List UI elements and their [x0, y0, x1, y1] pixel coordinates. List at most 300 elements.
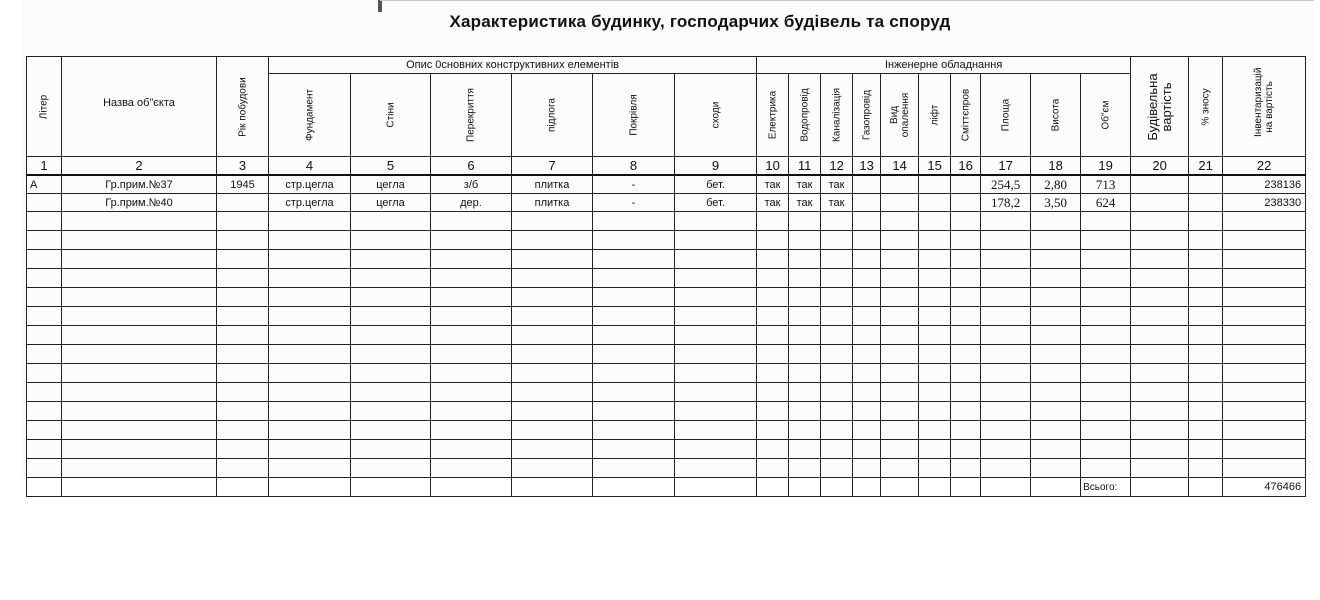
empty-cell	[951, 345, 981, 364]
empty-cell	[981, 421, 1031, 440]
cell-garbage	[951, 175, 981, 194]
empty-cell	[351, 231, 431, 250]
empty-cell	[881, 307, 919, 326]
empty-cell	[1131, 326, 1189, 345]
column-number: 6	[431, 157, 512, 176]
empty-cell	[675, 288, 757, 307]
empty-cell	[981, 459, 1031, 478]
empty-cell	[853, 440, 881, 459]
empty-cell	[1131, 231, 1189, 250]
empty-cell	[1031, 288, 1081, 307]
empty-cell	[675, 345, 757, 364]
empty-cell	[821, 459, 853, 478]
empty-cell	[675, 459, 757, 478]
empty-cell	[27, 364, 62, 383]
empty-cell	[881, 212, 919, 231]
empty-cell	[269, 250, 351, 269]
empty-cell	[675, 383, 757, 402]
empty-cell	[853, 288, 881, 307]
empty-cell	[27, 421, 62, 440]
empty-cell	[62, 250, 217, 269]
column-number: 19	[1081, 157, 1131, 176]
empty-cell	[27, 440, 62, 459]
empty-cell	[217, 345, 269, 364]
empty-cell	[1189, 250, 1223, 269]
cell-volume: 624	[1081, 194, 1131, 212]
empty-cell	[62, 402, 217, 421]
empty-cell	[881, 269, 919, 288]
empty-cell	[1031, 459, 1081, 478]
empty-cell	[593, 364, 675, 383]
empty-cell	[675, 250, 757, 269]
empty-cell	[512, 364, 593, 383]
table-row	[27, 194, 1306, 212]
empty-cell	[1131, 269, 1189, 288]
empty-cell	[512, 250, 593, 269]
cell-stairs: бет.	[675, 175, 757, 194]
empty-cell	[789, 269, 821, 288]
empty-cell	[821, 402, 853, 421]
empty-cell	[981, 478, 1031, 497]
empty-cell	[951, 307, 981, 326]
empty-cell	[1189, 345, 1223, 364]
empty-cell	[62, 326, 217, 345]
empty-cell	[951, 459, 981, 478]
header-floor: підлога	[512, 74, 593, 157]
empty-cell	[1081, 326, 1131, 345]
empty-cell	[821, 345, 853, 364]
empty-cell	[512, 288, 593, 307]
empty-cell	[919, 440, 951, 459]
empty-cell	[593, 288, 675, 307]
cell-area: 178,2	[981, 194, 1031, 212]
empty-cell	[1189, 231, 1223, 250]
empty-cell	[512, 383, 593, 402]
cell-lift	[919, 175, 951, 194]
empty-cell	[757, 212, 789, 231]
empty-cell	[593, 231, 675, 250]
empty-cell	[919, 326, 951, 345]
empty-cell	[951, 326, 981, 345]
empty-cell	[1131, 421, 1189, 440]
cell-lift	[919, 194, 951, 212]
column-number: 22	[1223, 157, 1306, 176]
empty-cell	[881, 440, 919, 459]
empty-cell	[919, 459, 951, 478]
empty-cell	[1189, 383, 1223, 402]
empty-cell	[853, 421, 881, 440]
empty-cell	[62, 345, 217, 364]
empty-cell	[431, 364, 512, 383]
empty-cell	[757, 402, 789, 421]
empty-cell	[217, 383, 269, 402]
empty-cell	[269, 459, 351, 478]
empty-cell	[62, 231, 217, 250]
empty-cell	[217, 478, 269, 497]
empty-cell	[981, 326, 1031, 345]
empty-cell	[675, 421, 757, 440]
empty-cell	[981, 269, 1031, 288]
empty-cell	[1131, 383, 1189, 402]
empty-cell	[62, 269, 217, 288]
empty-cell	[351, 440, 431, 459]
empty-cell	[593, 307, 675, 326]
empty-cell	[1189, 307, 1223, 326]
empty-cell	[881, 364, 919, 383]
empty-cell	[27, 269, 62, 288]
empty-cell	[919, 402, 951, 421]
header-group-construct: Опис 0сновних конструктивних елементів	[269, 57, 757, 74]
empty-cell	[1081, 421, 1131, 440]
empty-cell	[881, 231, 919, 250]
column-number: 16	[951, 157, 981, 176]
empty-cell	[1081, 440, 1131, 459]
empty-cell	[62, 459, 217, 478]
empty-cell	[431, 459, 512, 478]
empty-cell	[919, 269, 951, 288]
cell-floor: плитка	[512, 194, 593, 212]
empty-cell	[951, 269, 981, 288]
empty-row	[27, 326, 1306, 345]
empty-cell	[1081, 231, 1131, 250]
empty-cell	[1031, 231, 1081, 250]
column-number: 17	[981, 157, 1031, 176]
empty-cell	[27, 383, 62, 402]
empty-cell	[789, 250, 821, 269]
header-group-engineering: Інженерне обладнання	[757, 57, 1131, 74]
cell-liter: А	[27, 175, 62, 194]
empty-cell	[269, 478, 351, 497]
empty-cell	[351, 269, 431, 288]
empty-cell	[512, 402, 593, 421]
empty-cell	[789, 402, 821, 421]
empty-cell	[351, 421, 431, 440]
empty-cell	[351, 326, 431, 345]
cell-gas	[853, 194, 881, 212]
header-stairs: сходи	[675, 74, 757, 157]
header-name: Назва об"єкта	[62, 57, 217, 157]
empty-cell	[431, 421, 512, 440]
building-characteristics-table	[26, 56, 1306, 497]
empty-cell	[1131, 478, 1189, 497]
empty-cell	[1131, 345, 1189, 364]
column-number: 1	[27, 157, 62, 176]
empty-cell	[27, 478, 62, 497]
empty-cell	[1223, 288, 1306, 307]
empty-cell	[269, 212, 351, 231]
empty-cell	[431, 478, 512, 497]
empty-cell	[1223, 231, 1306, 250]
empty-cell	[1031, 307, 1081, 326]
empty-cell	[821, 288, 853, 307]
empty-cell	[881, 326, 919, 345]
empty-cell	[593, 421, 675, 440]
empty-cell	[62, 383, 217, 402]
empty-cell	[27, 288, 62, 307]
header-height: Висота	[1031, 74, 1081, 157]
empty-cell	[821, 383, 853, 402]
empty-cell	[981, 231, 1031, 250]
empty-cell	[217, 364, 269, 383]
empty-cell	[431, 345, 512, 364]
cell-wear	[1189, 194, 1223, 212]
empty-cell	[27, 459, 62, 478]
empty-cell	[27, 326, 62, 345]
cell-foundation: стр.цегла	[269, 194, 351, 212]
header-walls: Стіни	[351, 74, 431, 157]
cell-heating	[881, 194, 919, 212]
empty-cell	[512, 307, 593, 326]
empty-cell	[881, 402, 919, 421]
empty-cell	[431, 402, 512, 421]
cell-inventory-cost: 238136	[1223, 175, 1306, 194]
column-number: 5	[351, 157, 431, 176]
header-foundation: Фундамент	[269, 74, 351, 157]
empty-cell	[881, 459, 919, 478]
empty-cell	[675, 478, 757, 497]
empty-cell	[951, 440, 981, 459]
empty-cell	[351, 212, 431, 231]
empty-cell	[1189, 440, 1223, 459]
empty-cell	[951, 212, 981, 231]
empty-cell	[789, 478, 821, 497]
empty-cell	[1223, 383, 1306, 402]
header-gas: Газопровід	[853, 74, 881, 157]
empty-cell	[512, 269, 593, 288]
empty-cell	[27, 402, 62, 421]
header-liter: Літер	[27, 57, 62, 157]
empty-row	[27, 421, 1306, 440]
total-row	[27, 478, 1306, 497]
empty-cell	[951, 478, 981, 497]
column-number: 12	[821, 157, 853, 176]
empty-cell	[757, 421, 789, 440]
empty-cell	[1031, 478, 1081, 497]
empty-row	[27, 250, 1306, 269]
empty-cell	[1031, 440, 1081, 459]
cell-name: Гр.прим.№40	[62, 194, 217, 212]
empty-cell	[951, 402, 981, 421]
empty-cell	[1131, 307, 1189, 326]
header-year: Рік побудови	[217, 57, 269, 157]
header-electric: Електрика	[757, 74, 789, 157]
empty-cell	[593, 459, 675, 478]
column-number: 21	[1189, 157, 1223, 176]
empty-cell	[821, 421, 853, 440]
empty-cell	[919, 288, 951, 307]
column-number: 18	[1031, 157, 1081, 176]
column-number: 10	[757, 157, 789, 176]
cell-stairs: бет.	[675, 194, 757, 212]
empty-cell	[1131, 212, 1189, 231]
empty-cell	[853, 231, 881, 250]
empty-cell	[217, 326, 269, 345]
empty-cell	[1223, 326, 1306, 345]
empty-cell	[789, 307, 821, 326]
empty-cell	[217, 459, 269, 478]
empty-cell	[1189, 402, 1223, 421]
empty-cell	[431, 231, 512, 250]
empty-cell	[27, 212, 62, 231]
empty-cell	[431, 212, 512, 231]
empty-cell	[351, 402, 431, 421]
empty-cell	[1131, 250, 1189, 269]
cell-sewer: так	[821, 194, 853, 212]
empty-cell	[919, 345, 951, 364]
empty-row	[27, 307, 1306, 326]
empty-cell	[217, 421, 269, 440]
header-volume: Об"єм	[1081, 74, 1131, 157]
empty-cell	[881, 345, 919, 364]
empty-cell	[675, 440, 757, 459]
empty-cell	[1223, 269, 1306, 288]
cell-electric: так	[757, 175, 789, 194]
empty-cell	[821, 231, 853, 250]
empty-cell	[757, 307, 789, 326]
empty-cell	[919, 231, 951, 250]
empty-cell	[981, 364, 1031, 383]
empty-cell	[821, 478, 853, 497]
empty-cell	[1131, 288, 1189, 307]
empty-row	[27, 383, 1306, 402]
empty-cell	[951, 364, 981, 383]
empty-cell	[27, 345, 62, 364]
empty-cell	[431, 250, 512, 269]
empty-cell	[1031, 364, 1081, 383]
column-number: 14	[881, 157, 919, 176]
empty-cell	[62, 478, 217, 497]
empty-cell	[1131, 364, 1189, 383]
empty-cell	[1223, 345, 1306, 364]
empty-cell	[593, 345, 675, 364]
cell-roof: -	[593, 194, 675, 212]
empty-cell	[919, 250, 951, 269]
empty-cell	[981, 307, 1031, 326]
empty-cell	[593, 212, 675, 231]
cell-year	[217, 194, 269, 212]
empty-cell	[269, 364, 351, 383]
empty-cell	[789, 383, 821, 402]
empty-cell	[675, 231, 757, 250]
empty-cell	[1223, 212, 1306, 231]
empty-cell	[351, 364, 431, 383]
empty-cell	[593, 478, 675, 497]
empty-cell	[821, 250, 853, 269]
column-number: 11	[789, 157, 821, 176]
table-row	[27, 175, 1306, 194]
empty-cell	[919, 364, 951, 383]
empty-cell	[821, 307, 853, 326]
empty-cell	[512, 231, 593, 250]
empty-cell	[853, 383, 881, 402]
empty-cell	[1031, 345, 1081, 364]
empty-cell	[1031, 383, 1081, 402]
cell-height: 3,50	[1031, 194, 1081, 212]
cell-garbage	[951, 194, 981, 212]
cell-build-cost	[1131, 175, 1189, 194]
empty-cell	[1131, 459, 1189, 478]
empty-cell	[593, 250, 675, 269]
empty-cell	[269, 231, 351, 250]
empty-cell	[1131, 440, 1189, 459]
empty-cell	[789, 326, 821, 345]
empty-cell	[217, 307, 269, 326]
cell-inventory-cost: 238330	[1223, 194, 1306, 212]
column-number: 9	[675, 157, 757, 176]
empty-cell	[853, 364, 881, 383]
empty-cell	[919, 478, 951, 497]
empty-cell	[593, 440, 675, 459]
empty-cell	[853, 269, 881, 288]
empty-cell	[675, 307, 757, 326]
empty-cell	[62, 288, 217, 307]
empty-cell	[1081, 402, 1131, 421]
empty-cell	[1189, 288, 1223, 307]
empty-cell	[853, 459, 881, 478]
empty-cell	[853, 250, 881, 269]
empty-cell	[593, 269, 675, 288]
empty-row	[27, 288, 1306, 307]
empty-cell	[269, 383, 351, 402]
column-number: 20	[1131, 157, 1189, 176]
empty-cell	[1223, 402, 1306, 421]
header-inventory-cost: Інвентаризацій на вартість	[1223, 57, 1306, 157]
empty-cell	[593, 383, 675, 402]
empty-cell	[757, 231, 789, 250]
empty-cell	[1081, 345, 1131, 364]
empty-cell	[757, 383, 789, 402]
empty-cell	[881, 478, 919, 497]
empty-cell	[351, 250, 431, 269]
empty-cell	[593, 402, 675, 421]
empty-cell	[757, 459, 789, 478]
empty-cell	[881, 383, 919, 402]
header-area: Площа	[981, 74, 1031, 157]
empty-cell	[981, 250, 1031, 269]
empty-cell	[512, 440, 593, 459]
empty-cell	[951, 250, 981, 269]
empty-cell	[62, 440, 217, 459]
cell-floor: плитка	[512, 175, 593, 194]
empty-cell	[217, 212, 269, 231]
empty-cell	[881, 421, 919, 440]
total-label: Всього:	[1081, 478, 1131, 497]
empty-cell	[1081, 459, 1131, 478]
empty-cell	[431, 307, 512, 326]
empty-cell	[1081, 269, 1131, 288]
empty-row	[27, 364, 1306, 383]
empty-cell	[757, 345, 789, 364]
empty-cell	[269, 307, 351, 326]
empty-cell	[981, 383, 1031, 402]
empty-cell	[821, 440, 853, 459]
empty-cell	[1031, 250, 1081, 269]
empty-cell	[981, 402, 1031, 421]
cell-roof: -	[593, 175, 675, 194]
empty-cell	[951, 383, 981, 402]
column-number-row	[27, 157, 1306, 176]
empty-cell	[1081, 288, 1131, 307]
cell-liter	[27, 194, 62, 212]
empty-cell	[981, 212, 1031, 231]
empty-cell	[431, 288, 512, 307]
total-value: 476466	[1223, 478, 1306, 497]
scan-top-line	[380, 0, 1314, 1]
header-garbage: Сміттєпров	[951, 74, 981, 157]
empty-cell	[351, 478, 431, 497]
empty-cell	[351, 345, 431, 364]
header-build-cost: Будівельна вартість	[1131, 57, 1189, 157]
